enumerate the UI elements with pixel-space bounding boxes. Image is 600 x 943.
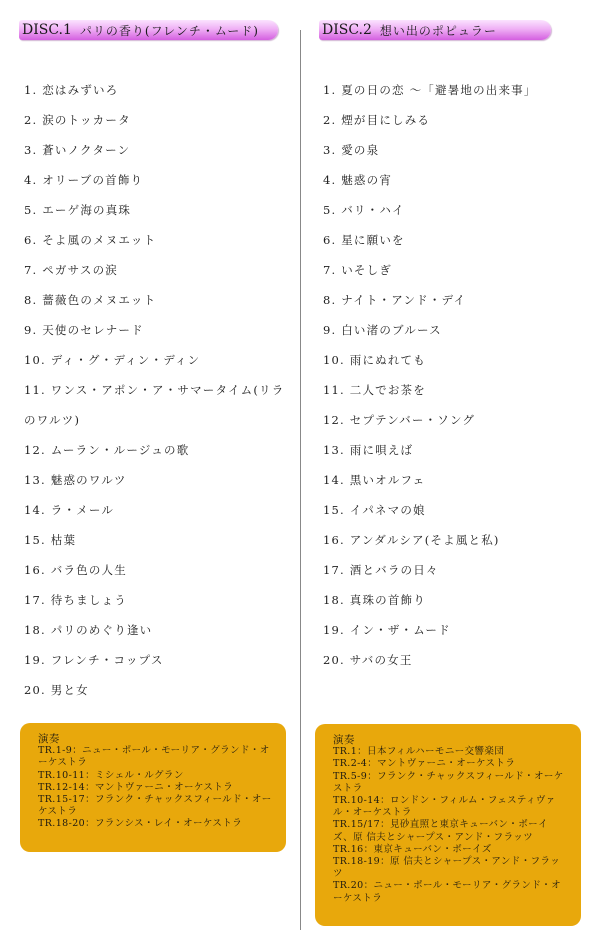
performer-credit: TR.1-9：ニュー・ポール・モーリア・グランド・オーケストラ bbox=[38, 745, 270, 769]
disc1-label: DISC.1 bbox=[22, 22, 72, 38]
track-item: 16. アンダルシア(そよ風と私) bbox=[323, 533, 500, 547]
track-item: 2. 煙が目にしみる bbox=[323, 113, 431, 127]
disc1-performers-box bbox=[20, 723, 286, 852]
disc2-performers-box bbox=[315, 724, 581, 926]
performer-credit: TR.2-4：マントヴァーニ・オーケストラ bbox=[333, 758, 516, 770]
track-item: 20. 男と女 bbox=[24, 683, 89, 697]
disc2-title: 想い出のポピュラー bbox=[379, 23, 497, 38]
track-item: 7. ペガサスの涙 bbox=[24, 263, 118, 277]
track-item: 5. エーゲ海の真珠 bbox=[24, 203, 132, 217]
track-item: 11. 二人でお茶を bbox=[323, 383, 426, 397]
disc1-tracklist bbox=[24, 75, 286, 705]
performer-credit: TR.1：日本フィルハーモニー交響楽団 bbox=[333, 746, 505, 758]
track-item: 5. バリ・ハイ bbox=[323, 203, 405, 217]
disc1-header bbox=[19, 20, 278, 40]
performer-credit: TR.15-17：フランク・チャックスフィールド・オーケストラ bbox=[38, 794, 272, 818]
performer-credit: TR.10-11：ミシェル・ルグラン bbox=[38, 769, 184, 781]
track-item: 11. ワンス・アポン・ア・サマータイム(リラのワルツ) bbox=[24, 383, 285, 427]
track-item: 14. ラ・メール bbox=[24, 503, 115, 517]
performer-credit: TR.18-19：原 信夫とシャープス・アンド・フラッツ bbox=[333, 856, 561, 880]
performer-credit: TR.12-14：マントヴァーニ・オーケストラ bbox=[38, 781, 234, 793]
performer-credit: TR.18-20：フランシス・レイ・オーケストラ bbox=[38, 818, 243, 830]
track-item: 9. 白い渚のブルース bbox=[323, 323, 442, 337]
column-divider bbox=[300, 30, 301, 930]
track-item: 13. 雨に唄えば bbox=[323, 443, 414, 457]
disc2-tracklist bbox=[323, 75, 573, 675]
performers-title: 演奏 bbox=[38, 733, 60, 745]
track-item: 19. フレンチ・コップス bbox=[24, 653, 164, 667]
performer-credit: TR.15/17：見砂直照と東京キューバン・ボーイズ、原 信夫とシャープス・アンド・フラッツ bbox=[333, 819, 548, 843]
track-item: 17. 待ちましょう bbox=[24, 593, 127, 607]
performer-credit: TR.20：ニュー・ポール・モーリア・グランド・オーケストラ bbox=[333, 880, 562, 904]
track-item: 12. セプテンバー・ソング bbox=[323, 413, 476, 427]
track-item: 10. 雨にぬれても bbox=[323, 353, 426, 367]
track-item: 18. 真珠の首飾り bbox=[323, 593, 426, 607]
track-item: 9. 天使のセレナード bbox=[24, 323, 144, 337]
disc1-title: パリの香り(フレンチ・ムード) bbox=[79, 23, 259, 38]
track-item: 2. 涙のトッカータ bbox=[24, 113, 131, 127]
track-item: 6. 星に願いを bbox=[323, 233, 405, 247]
disc2-header bbox=[319, 20, 551, 40]
track-item: 8. 薔薇色のメヌエット bbox=[24, 293, 157, 307]
track-item: 4. 魅惑の宵 bbox=[323, 173, 393, 187]
track-item: 15. 枯葉 bbox=[24, 533, 77, 547]
track-item: 20. サバの女王 bbox=[323, 653, 413, 667]
track-item: 3. 愛の泉 bbox=[323, 143, 380, 157]
track-item: 14. 黒いオルフェ bbox=[323, 473, 426, 487]
track-item: 1. 夏の日の恋 ～「避暑地の出来事」 bbox=[323, 83, 537, 97]
track-item: 8. ナイト・アンド・デイ bbox=[323, 293, 467, 307]
track-item: 19. イン・ザ・ムード bbox=[323, 623, 451, 637]
track-item: 16. バラ色の人生 bbox=[24, 563, 127, 577]
track-item: 13. 魅惑のワルツ bbox=[24, 473, 127, 487]
track-item: 4. オリーブの首飾り bbox=[24, 173, 144, 187]
track-item: 18. パリのめぐり逢い bbox=[24, 623, 153, 637]
track-item: 1. 恋はみずいろ bbox=[24, 83, 119, 97]
performers-title: 演奏 bbox=[333, 734, 355, 746]
track-item: 3. 蒼いノクターン bbox=[24, 143, 131, 157]
track-item: 10. ディ・グ・ディン・ディン bbox=[24, 353, 201, 367]
performer-credit: TR.16：東京キューバン・ボーイズ bbox=[333, 843, 492, 855]
track-item: 17. 酒とバラの日々 bbox=[323, 563, 439, 577]
disc2-label: DISC.2 bbox=[322, 22, 372, 38]
track-item: 15. イパネマの娘 bbox=[323, 503, 426, 517]
performer-credit: TR.10-14：ロンドン・フィルム・フェスティヴァル・オーケストラ bbox=[333, 795, 556, 819]
track-item: 6. そよ風のメヌエット bbox=[24, 233, 157, 247]
track-item: 12. ムーラン・ルージュの歌 bbox=[24, 443, 190, 457]
track-item: 7. いそしぎ bbox=[323, 263, 393, 277]
performer-credit: TR.5-9：フランク・チャックスフィールド・オーケストラ bbox=[333, 770, 564, 794]
